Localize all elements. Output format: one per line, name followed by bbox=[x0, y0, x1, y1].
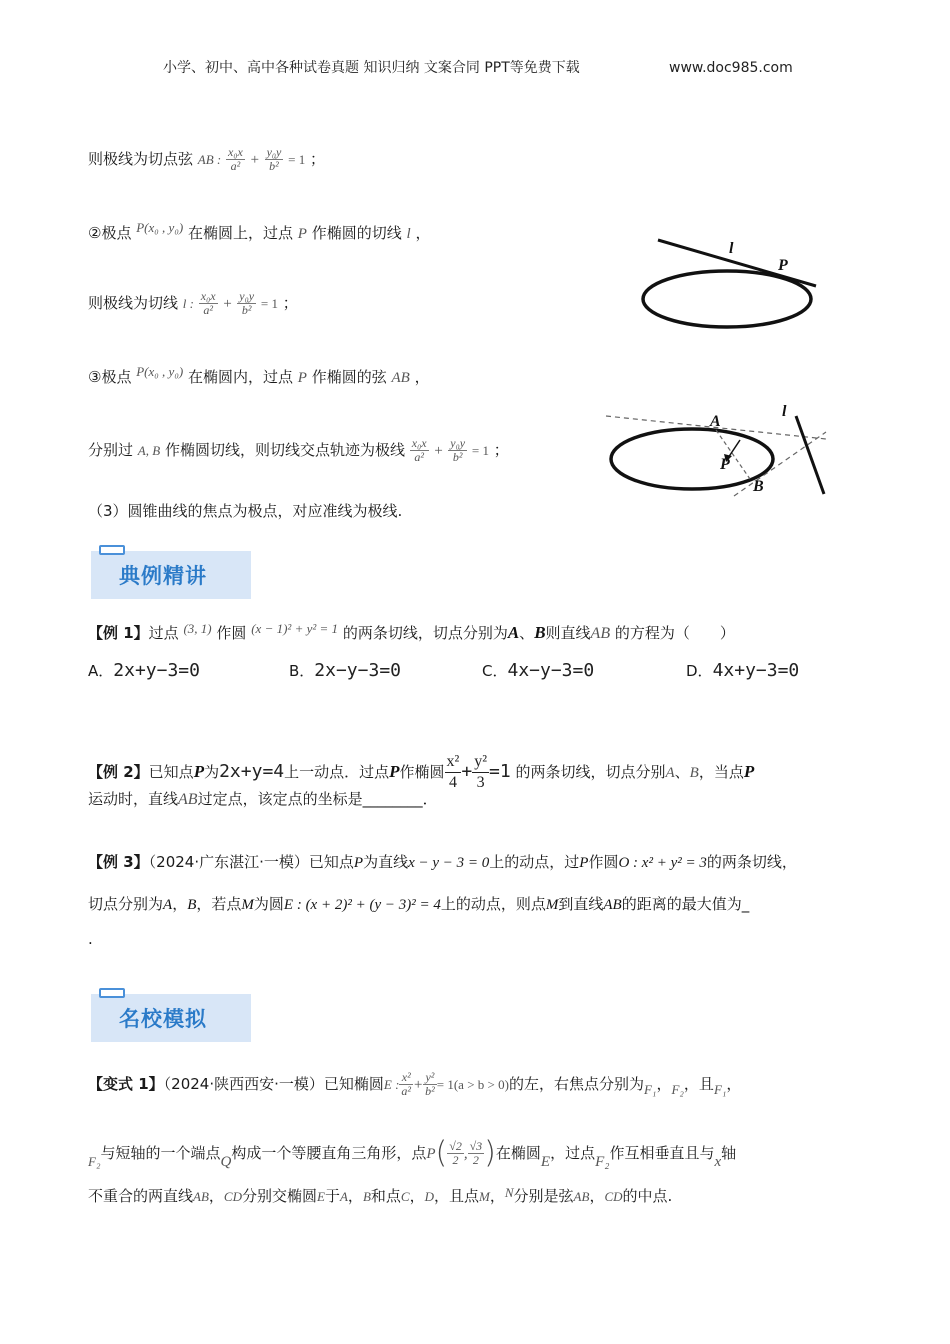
polar-line-locus: 分别过 A, B 作椭圆切线，则切线交点轨迹为极线 $\frac{\text{x₀x}}{\text{a²}}$ + $\frac{\text{y₀y}}{\text{b²}}$ = 1 ； bbox=[88, 436, 509, 464]
example-2-question: 【例 2】已知点P为2x+y=4上一动点．过点P作椭圆 $\frac{\text{x²}}{4}$ + $\frac{\text{y²}}{3}$ =1 的两条切线，切点分别A、B，当点P bbox=[88, 753, 755, 791]
label-p: P bbox=[778, 257, 788, 274]
banner-bookmark-icon bbox=[99, 545, 125, 555]
example-3-question: 【例 3】（2024·广东湛江·一模）已知点P为直线x − y − 3 = 0上的动点，过P作圆O : x² + y² = 3的两条切线， bbox=[88, 853, 797, 871]
example-1-option-c[interactable]: C．4x−y−3=0 bbox=[482, 660, 595, 681]
variant-1-question: 【变式 1】（2024·陕西西安·一模）已知椭圆E : $\frac{\text{x²}}{\text{a²}}$ + $\frac{\text{y²}}{\text{b²}}$ = 1(a > b > 0)的左，右焦点分别为F₁，F₂，且F₁， bbox=[88, 1070, 742, 1098]
conic-focus-note: （3）圆锥曲线的焦点为极点，对应准线为极线. bbox=[88, 502, 403, 520]
banner-bookmark-icon bbox=[99, 988, 125, 998]
variant-1-question-end: 不重合的两直线AB，CD分别交椭圆E于A，B和点C，D，且点M，N分别是弦AB，CD的中点. bbox=[88, 1185, 673, 1205]
polar-line-tangent: 则极线为切线 l : $\frac{\text{x₀x}}{\text{a²}}$ + $\frac{\text{y₀y}}{\text{b²}}$ = 1 ； bbox=[88, 289, 298, 317]
example-1-option-a[interactable]: A．2x+y−3=0 bbox=[88, 660, 200, 681]
pole-on-ellipse: ②极点 P(x₀ , y₀) 在椭圆上，过点 P 作椭圆的切线 l ， bbox=[88, 220, 431, 242]
label-a: A bbox=[710, 413, 721, 430]
tangent-figure bbox=[636, 236, 822, 336]
label-b: B bbox=[753, 478, 764, 495]
ellipse-shape bbox=[643, 271, 811, 327]
label-l: l bbox=[729, 240, 734, 257]
header-site-url[interactable]: www.doc985.com bbox=[669, 60, 793, 76]
label-p: P bbox=[720, 456, 730, 473]
example-1-option-d[interactable]: D．4x+y−3=0 bbox=[686, 660, 800, 681]
polar-line-chord: 则极线为切点弦 AB : $\frac{\text{x₀x}}{\text{a²}}$ + $\frac{\text{y₀y}}{\text{b²}}$ = 1 ； bbox=[88, 145, 326, 173]
polar-line-l bbox=[796, 416, 824, 494]
example-3-end: . bbox=[88, 930, 93, 948]
ellipse-shape bbox=[611, 429, 773, 489]
pole-inside-ellipse: ③极点 P(x₀ , y₀) 在椭圆内，过点 P 作椭圆的弦 AB ， bbox=[88, 364, 430, 386]
label-l: l bbox=[782, 403, 787, 420]
section-banner-mock: 名校模拟 bbox=[91, 994, 251, 1042]
example-2-question-cont: 运动时，直线AB过定点，该定点的坐标是________． bbox=[88, 790, 438, 808]
example-1-question: 【例 1】过点 (3, 1) 作圆 (x − 1)² + y² = 1 的两条切线，切点分别为A、B则直线AB 的方程为（ ） bbox=[88, 621, 735, 642]
section-banner-examples: 典例精讲 bbox=[91, 551, 251, 599]
example-3-question-cont: 切点分别为A，B，若点M为圆E : (x + 2)² + (y − 3)² = 4上的动点，则点M到直线AB的距离的最大值为_ bbox=[88, 895, 750, 913]
chord-figure bbox=[600, 402, 832, 502]
tangent-line-l bbox=[658, 240, 816, 286]
header-banner-text: 小学、初中、高中各种试卷真题 知识归纳 文案合同 PPT等免费下载 bbox=[163, 60, 580, 76]
example-1-option-b[interactable]: B．2x−y−3=0 bbox=[289, 660, 401, 681]
variant-1-question-cont: F₂与短轴的一个端点Q构成一个等腰直角三角形，点P( $\frac{√2}{2}$ , $\frac{√3}{2}$ )在椭圆E，过点F₂作互相垂直且与x轴 bbox=[88, 1135, 737, 1171]
